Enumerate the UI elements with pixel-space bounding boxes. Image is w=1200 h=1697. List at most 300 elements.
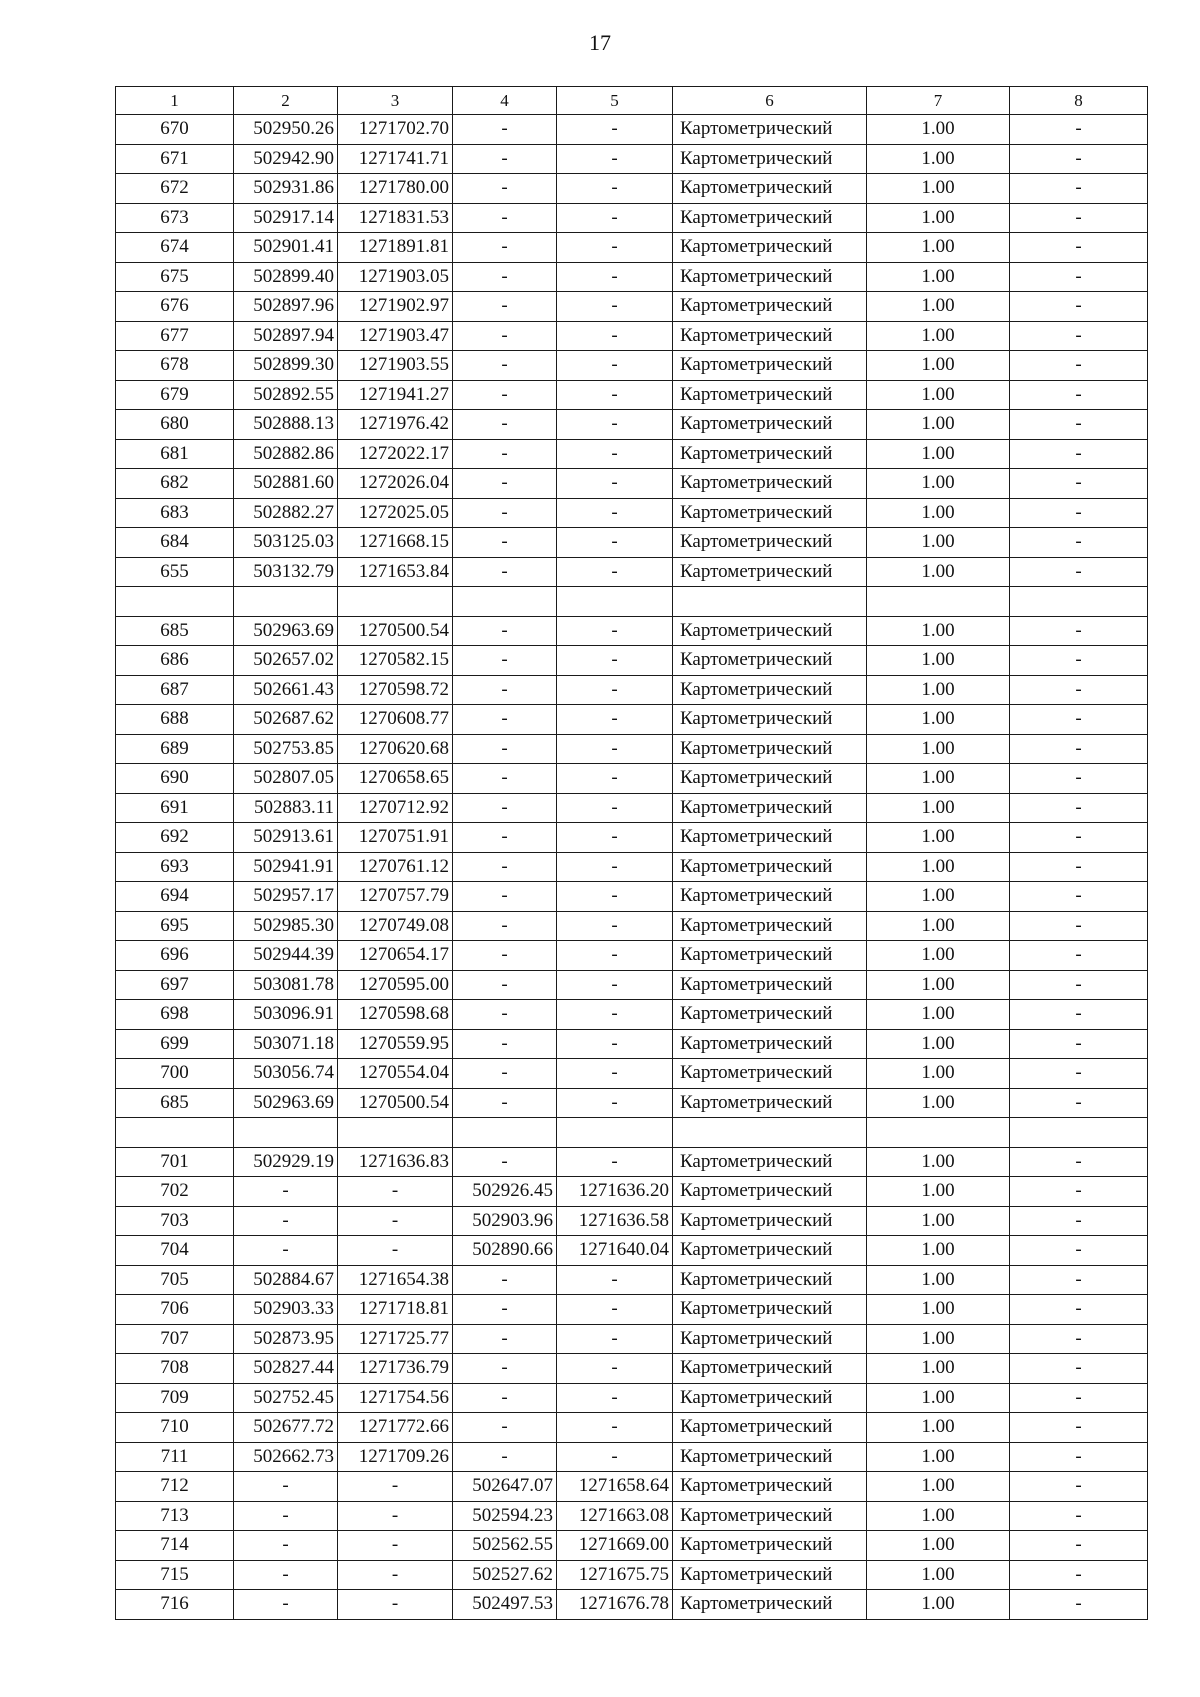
- new-coord-x-cell: -: [453, 941, 557, 971]
- new-coord-y-cell: -: [557, 1442, 673, 1472]
- table-row: [116, 882, 1148, 912]
- accuracy-cell: 1.00: [867, 380, 1010, 410]
- accuracy-cell: [867, 1118, 1010, 1148]
- new-coord-y-cell: -: [557, 882, 673, 912]
- new-coord-y-cell: -: [557, 528, 673, 558]
- new-coord-x-cell: 502594.23: [453, 1501, 557, 1531]
- new-coord-x-cell: -: [453, 410, 557, 440]
- new-coord-y-cell: -: [557, 675, 673, 705]
- table-row: [116, 380, 1148, 410]
- method-cell: Картометрический: [673, 616, 867, 646]
- description-cell: [1010, 587, 1148, 617]
- accuracy-cell: 1.00: [867, 1354, 1010, 1384]
- accuracy-cell: 1.00: [867, 1029, 1010, 1059]
- accuracy-cell: 1.00: [867, 410, 1010, 440]
- coord-y-cell: 1271941.27: [338, 380, 453, 410]
- coord-x-cell: 502941.91: [234, 852, 338, 882]
- accuracy-cell: 1.00: [867, 941, 1010, 971]
- method-cell: Картометрический: [673, 528, 867, 558]
- coordinates-table: [115, 86, 1148, 1620]
- coord-x-cell: 503071.18: [234, 1029, 338, 1059]
- column-header: 2: [234, 87, 338, 115]
- new-coord-y-cell: -: [557, 233, 673, 263]
- column-header: 3: [338, 87, 453, 115]
- new-coord-y-cell: -: [557, 823, 673, 853]
- coord-y-cell: 1270500.54: [338, 616, 453, 646]
- point-number-cell: 675: [116, 262, 234, 292]
- accuracy-cell: 1.00: [867, 734, 1010, 764]
- accuracy-cell: 1.00: [867, 882, 1010, 912]
- coord-y-cell: 1271831.53: [338, 203, 453, 233]
- new-coord-x-cell: 502903.96: [453, 1206, 557, 1236]
- coord-x-cell: 502888.13: [234, 410, 338, 440]
- table-row: [116, 1177, 1148, 1207]
- accuracy-cell: 1.00: [867, 1177, 1010, 1207]
- table-row: [116, 174, 1148, 204]
- method-cell: Картометрический: [673, 1265, 867, 1295]
- separator-row: [116, 587, 1148, 617]
- new-coord-y-cell: 1271676.78: [557, 1590, 673, 1620]
- new-coord-y-cell: 1271658.64: [557, 1472, 673, 1502]
- table-row: [116, 144, 1148, 174]
- table-row: [116, 321, 1148, 351]
- new-coord-y-cell: -: [557, 1265, 673, 1295]
- coord-x-cell: 502687.62: [234, 705, 338, 735]
- description-cell: -: [1010, 1177, 1148, 1207]
- point-number-cell: 704: [116, 1236, 234, 1266]
- accuracy-cell: 1.00: [867, 439, 1010, 469]
- point-number-cell: 701: [116, 1147, 234, 1177]
- table-row: [116, 1295, 1148, 1325]
- coord-y-cell: -: [338, 1501, 453, 1531]
- point-number-cell: 673: [116, 203, 234, 233]
- table-row: [116, 764, 1148, 794]
- method-cell: Картометрический: [673, 911, 867, 941]
- point-number-cell: 711: [116, 1442, 234, 1472]
- new-coord-y-cell: -: [557, 852, 673, 882]
- description-cell: -: [1010, 1206, 1148, 1236]
- table-row: [116, 1501, 1148, 1531]
- description-cell: -: [1010, 1324, 1148, 1354]
- accuracy-cell: 1.00: [867, 115, 1010, 145]
- coord-x-cell: 502883.11: [234, 793, 338, 823]
- new-coord-x-cell: -: [453, 882, 557, 912]
- new-coord-y-cell: -: [557, 705, 673, 735]
- coord-y-cell: 1271903.47: [338, 321, 453, 351]
- method-cell: Картометрический: [673, 970, 867, 1000]
- coord-x-cell: 502873.95: [234, 1324, 338, 1354]
- point-number-cell: 688: [116, 705, 234, 735]
- coord-x-cell: 502942.90: [234, 144, 338, 174]
- table-row: [116, 1472, 1148, 1502]
- coord-y-cell: 1270761.12: [338, 852, 453, 882]
- table-row: [116, 1147, 1148, 1177]
- table-body: [116, 87, 1148, 1620]
- new-coord-x-cell: 502497.53: [453, 1590, 557, 1620]
- new-coord-x-cell: -: [453, 203, 557, 233]
- method-cell: Картометрический: [673, 203, 867, 233]
- table-row: [116, 675, 1148, 705]
- table-row: [116, 970, 1148, 1000]
- new-coord-x-cell: -: [453, 823, 557, 853]
- coord-y-cell: 1270712.92: [338, 793, 453, 823]
- coord-y-cell: 1270582.15: [338, 646, 453, 676]
- new-coord-x-cell: -: [453, 321, 557, 351]
- coord-x-cell: 502950.26: [234, 115, 338, 145]
- description-cell: -: [1010, 439, 1148, 469]
- new-coord-x-cell: -: [453, 616, 557, 646]
- coord-y-cell: 1271903.05: [338, 262, 453, 292]
- point-number-cell: 709: [116, 1383, 234, 1413]
- table-row: [116, 203, 1148, 233]
- coord-x-cell: 502913.61: [234, 823, 338, 853]
- point-number-cell: 697: [116, 970, 234, 1000]
- new-coord-y-cell: -: [557, 469, 673, 499]
- point-number-cell: 684: [116, 528, 234, 558]
- method-cell: Картометрический: [673, 1147, 867, 1177]
- new-coord-x-cell: -: [453, 1354, 557, 1384]
- column-header: 6: [673, 87, 867, 115]
- description-cell: -: [1010, 1354, 1148, 1384]
- new-coord-y-cell: -: [557, 1354, 673, 1384]
- accuracy-cell: 1.00: [867, 1383, 1010, 1413]
- new-coord-x-cell: -: [453, 1147, 557, 1177]
- new-coord-x-cell: -: [453, 498, 557, 528]
- description-cell: -: [1010, 498, 1148, 528]
- page-number: 17: [589, 30, 611, 55]
- description-cell: -: [1010, 1265, 1148, 1295]
- table-row: [116, 734, 1148, 764]
- description-cell: -: [1010, 203, 1148, 233]
- table-row: [116, 823, 1148, 853]
- coord-y-cell: 1271741.71: [338, 144, 453, 174]
- coord-y-cell: 1270595.00: [338, 970, 453, 1000]
- accuracy-cell: 1.00: [867, 1236, 1010, 1266]
- accuracy-cell: 1.00: [867, 351, 1010, 381]
- accuracy-cell: 1.00: [867, 262, 1010, 292]
- description-cell: -: [1010, 1442, 1148, 1472]
- coord-x-cell: 502899.40: [234, 262, 338, 292]
- new-coord-x-cell: -: [453, 439, 557, 469]
- new-coord-x-cell: -: [453, 705, 557, 735]
- new-coord-y-cell: -: [557, 1059, 673, 1089]
- new-coord-y-cell: -: [557, 1295, 673, 1325]
- coord-x-cell: 502662.73: [234, 1442, 338, 1472]
- description-cell: -: [1010, 1295, 1148, 1325]
- method-cell: Картометрический: [673, 852, 867, 882]
- description-cell: -: [1010, 1000, 1148, 1030]
- description-cell: -: [1010, 1590, 1148, 1620]
- method-cell: Картометрический: [673, 675, 867, 705]
- accuracy-cell: 1.00: [867, 1472, 1010, 1502]
- table-header-row: [116, 87, 1148, 115]
- coord-y-cell: 1270598.72: [338, 675, 453, 705]
- new-coord-x-cell: -: [453, 1088, 557, 1118]
- coord-x-cell: 502897.94: [234, 321, 338, 351]
- new-coord-y-cell: -: [557, 734, 673, 764]
- coord-y-cell: 1271736.79: [338, 1354, 453, 1384]
- coord-x-cell: 502882.86: [234, 439, 338, 469]
- point-number-cell: 679: [116, 380, 234, 410]
- new-coord-x-cell: -: [453, 351, 557, 381]
- new-coord-y-cell: -: [557, 1383, 673, 1413]
- coord-y-cell: 1272025.05: [338, 498, 453, 528]
- coord-x-cell: -: [234, 1531, 338, 1561]
- method-cell: Картометрический: [673, 1088, 867, 1118]
- coord-x-cell: 502752.45: [234, 1383, 338, 1413]
- coord-x-cell: 502899.30: [234, 351, 338, 381]
- description-cell: -: [1010, 469, 1148, 499]
- new-coord-x-cell: -: [453, 1029, 557, 1059]
- accuracy-cell: 1.00: [867, 1501, 1010, 1531]
- new-coord-y-cell: -: [557, 144, 673, 174]
- method-cell: [673, 587, 867, 617]
- coord-y-cell: 1271668.15: [338, 528, 453, 558]
- method-cell: Картометрический: [673, 1531, 867, 1561]
- accuracy-cell: 1.00: [867, 469, 1010, 499]
- table-row: [116, 1560, 1148, 1590]
- new-coord-y-cell: -: [557, 115, 673, 145]
- new-coord-y-cell: -: [557, 970, 673, 1000]
- new-coord-y-cell: -: [557, 1324, 673, 1354]
- accuracy-cell: 1.00: [867, 1295, 1010, 1325]
- new-coord-y-cell: 1271640.04: [557, 1236, 673, 1266]
- point-number-cell: 707: [116, 1324, 234, 1354]
- point-number-cell: 690: [116, 764, 234, 794]
- coord-y-cell: 1270658.65: [338, 764, 453, 794]
- table-row: [116, 292, 1148, 322]
- accuracy-cell: 1.00: [867, 852, 1010, 882]
- accuracy-cell: 1.00: [867, 1088, 1010, 1118]
- table-row: [116, 410, 1148, 440]
- method-cell: Картометрический: [673, 410, 867, 440]
- coord-y-cell: 1271772.66: [338, 1413, 453, 1443]
- description-cell: -: [1010, 1236, 1148, 1266]
- new-coord-x-cell: -: [453, 557, 557, 587]
- coord-x-cell: 502944.39: [234, 941, 338, 971]
- coord-y-cell: 1271902.97: [338, 292, 453, 322]
- table-row: [116, 1354, 1148, 1384]
- separator-row: [116, 1118, 1148, 1148]
- new-coord-y-cell: -: [557, 1413, 673, 1443]
- table-row: [116, 439, 1148, 469]
- method-cell: Картометрический: [673, 380, 867, 410]
- new-coord-x-cell: -: [453, 970, 557, 1000]
- description-cell: -: [1010, 380, 1148, 410]
- coord-x-cell: 503125.03: [234, 528, 338, 558]
- point-number-cell: 680: [116, 410, 234, 440]
- table-row: [116, 705, 1148, 735]
- new-coord-x-cell: 502647.07: [453, 1472, 557, 1502]
- table-row: [116, 351, 1148, 381]
- table-row: [116, 1383, 1148, 1413]
- accuracy-cell: 1.00: [867, 793, 1010, 823]
- accuracy-cell: 1.00: [867, 1324, 1010, 1354]
- coord-y-cell: 1270559.95: [338, 1029, 453, 1059]
- new-coord-x-cell: -: [453, 262, 557, 292]
- coord-y-cell: 1271891.81: [338, 233, 453, 263]
- method-cell: Картометрический: [673, 1590, 867, 1620]
- description-cell: -: [1010, 1501, 1148, 1531]
- table-row: [116, 262, 1148, 292]
- description-cell: -: [1010, 911, 1148, 941]
- description-cell: -: [1010, 1560, 1148, 1590]
- new-coord-x-cell: -: [453, 115, 557, 145]
- point-number-cell: 713: [116, 1501, 234, 1531]
- point-number-cell: 677: [116, 321, 234, 351]
- method-cell: Картометрический: [673, 233, 867, 263]
- coord-x-cell: 502901.41: [234, 233, 338, 263]
- method-cell: Картометрический: [673, 882, 867, 912]
- table-row: [116, 233, 1148, 263]
- coord-y-cell: [338, 1118, 453, 1148]
- point-number-cell: 710: [116, 1413, 234, 1443]
- new-coord-y-cell: -: [557, 174, 673, 204]
- coord-x-cell: 502807.05: [234, 764, 338, 794]
- new-coord-y-cell: 1271675.75: [557, 1560, 673, 1590]
- accuracy-cell: 1.00: [867, 1560, 1010, 1590]
- method-cell: Картометрический: [673, 469, 867, 499]
- method-cell: Картометрический: [673, 115, 867, 145]
- new-coord-y-cell: -: [557, 321, 673, 351]
- accuracy-cell: 1.00: [867, 1147, 1010, 1177]
- accuracy-cell: 1.00: [867, 1265, 1010, 1295]
- description-cell: -: [1010, 1383, 1148, 1413]
- point-number-cell: 685: [116, 616, 234, 646]
- point-number-cell: 693: [116, 852, 234, 882]
- coord-y-cell: -: [338, 1206, 453, 1236]
- coord-y-cell: 1270751.91: [338, 823, 453, 853]
- description-cell: -: [1010, 1088, 1148, 1118]
- new-coord-y-cell: -: [557, 1029, 673, 1059]
- method-cell: Картометрический: [673, 174, 867, 204]
- coord-y-cell: 1270654.17: [338, 941, 453, 971]
- description-cell: -: [1010, 882, 1148, 912]
- coord-x-cell: 502882.27: [234, 498, 338, 528]
- description-cell: -: [1010, 1413, 1148, 1443]
- coord-x-cell: 502963.69: [234, 616, 338, 646]
- accuracy-cell: 1.00: [867, 1206, 1010, 1236]
- description-cell: -: [1010, 115, 1148, 145]
- point-number-cell: 682: [116, 469, 234, 499]
- method-cell: Картометрический: [673, 1000, 867, 1030]
- new-coord-x-cell: -: [453, 1383, 557, 1413]
- point-number-cell: 705: [116, 1265, 234, 1295]
- new-coord-x-cell: -: [453, 1442, 557, 1472]
- coord-x-cell: -: [234, 1177, 338, 1207]
- point-number-cell: 715: [116, 1560, 234, 1590]
- description-cell: -: [1010, 292, 1148, 322]
- description-cell: -: [1010, 1531, 1148, 1561]
- new-coord-x-cell: -: [453, 1265, 557, 1295]
- table-row: [116, 941, 1148, 971]
- coord-y-cell: 1271718.81: [338, 1295, 453, 1325]
- method-cell: Картометрический: [673, 351, 867, 381]
- coord-y-cell: 1270598.68: [338, 1000, 453, 1030]
- point-number-cell: 671: [116, 144, 234, 174]
- point-number-cell: 672: [116, 174, 234, 204]
- method-cell: Картометрический: [673, 734, 867, 764]
- coord-y-cell: [338, 587, 453, 617]
- description-cell: -: [1010, 734, 1148, 764]
- new-coord-x-cell: -: [453, 734, 557, 764]
- new-coord-x-cell: -: [453, 675, 557, 705]
- coord-y-cell: -: [338, 1472, 453, 1502]
- new-coord-x-cell: [453, 1118, 557, 1148]
- method-cell: Картометрический: [673, 764, 867, 794]
- new-coord-x-cell: -: [453, 469, 557, 499]
- coord-x-cell: 502892.55: [234, 380, 338, 410]
- accuracy-cell: 1.00: [867, 1059, 1010, 1089]
- point-number-cell: 655: [116, 557, 234, 587]
- new-coord-x-cell: -: [453, 793, 557, 823]
- new-coord-y-cell: -: [557, 941, 673, 971]
- point-number-cell: 703: [116, 1206, 234, 1236]
- description-cell: -: [1010, 233, 1148, 263]
- coord-y-cell: 1271725.77: [338, 1324, 453, 1354]
- point-number-cell: 700: [116, 1059, 234, 1089]
- column-header: 5: [557, 87, 673, 115]
- coord-y-cell: 1271702.70: [338, 115, 453, 145]
- method-cell: Картометрический: [673, 292, 867, 322]
- point-number-cell: [116, 587, 234, 617]
- accuracy-cell: 1.00: [867, 1413, 1010, 1443]
- table-row: [116, 115, 1148, 145]
- point-number-cell: 716: [116, 1590, 234, 1620]
- description-cell: -: [1010, 675, 1148, 705]
- coord-x-cell: 502903.33: [234, 1295, 338, 1325]
- description-cell: -: [1010, 823, 1148, 853]
- coord-x-cell: -: [234, 1236, 338, 1266]
- method-cell: Картометрический: [673, 1354, 867, 1384]
- coord-x-cell: 503132.79: [234, 557, 338, 587]
- coord-x-cell: 502963.69: [234, 1088, 338, 1118]
- table-row: [116, 1590, 1148, 1620]
- coord-x-cell: 502985.30: [234, 911, 338, 941]
- new-coord-y-cell: 1271636.58: [557, 1206, 673, 1236]
- coord-x-cell: 502881.60: [234, 469, 338, 499]
- new-coord-y-cell: -: [557, 262, 673, 292]
- coord-y-cell: 1270757.79: [338, 882, 453, 912]
- method-cell: Картометрический: [673, 557, 867, 587]
- accuracy-cell: 1.00: [867, 321, 1010, 351]
- accuracy-cell: 1.00: [867, 764, 1010, 794]
- accuracy-cell: [867, 587, 1010, 617]
- coord-x-cell: 502957.17: [234, 882, 338, 912]
- point-number-cell: 706: [116, 1295, 234, 1325]
- point-number-cell: 698: [116, 1000, 234, 1030]
- description-cell: -: [1010, 1147, 1148, 1177]
- accuracy-cell: 1.00: [867, 203, 1010, 233]
- new-coord-y-cell: -: [557, 380, 673, 410]
- new-coord-x-cell: -: [453, 911, 557, 941]
- new-coord-x-cell: -: [453, 144, 557, 174]
- point-number-cell: 699: [116, 1029, 234, 1059]
- coord-x-cell: 502753.85: [234, 734, 338, 764]
- new-coord-y-cell: -: [557, 1147, 673, 1177]
- accuracy-cell: 1.00: [867, 292, 1010, 322]
- accuracy-cell: 1.00: [867, 233, 1010, 263]
- coord-y-cell: -: [338, 1531, 453, 1561]
- method-cell: Картометрический: [673, 1295, 867, 1325]
- coord-y-cell: -: [338, 1590, 453, 1620]
- table-row: [116, 911, 1148, 941]
- coord-y-cell: 1270500.54: [338, 1088, 453, 1118]
- coord-y-cell: 1271653.84: [338, 557, 453, 587]
- new-coord-y-cell: -: [557, 616, 673, 646]
- coord-y-cell: 1271976.42: [338, 410, 453, 440]
- accuracy-cell: 1.00: [867, 1000, 1010, 1030]
